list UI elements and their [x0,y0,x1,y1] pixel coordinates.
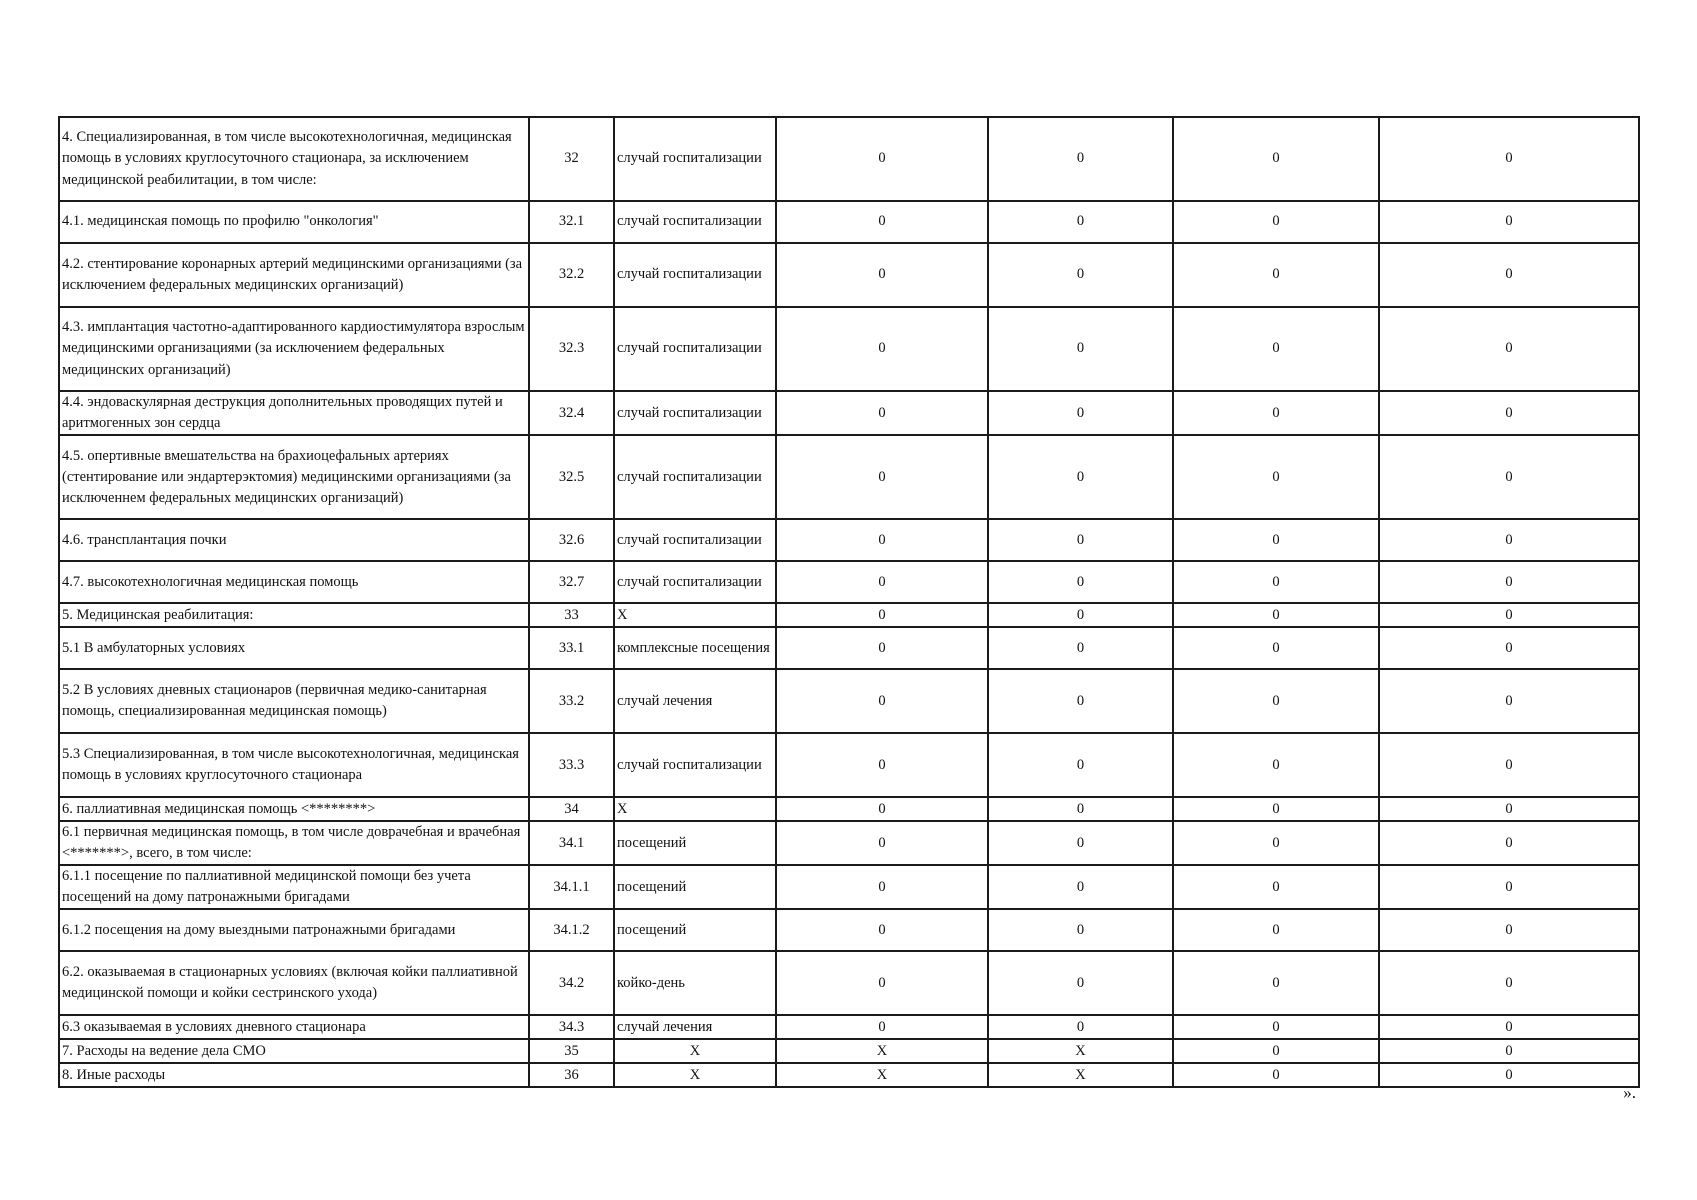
row-name-cell: 4. Специализированная, в том числе высокотехнологичная, медицинская помощь в условиях круглосуточного стационара, за исключением медицинской реабилитации, в том числе: [59,117,529,201]
row-unit-cell: посещений [614,865,776,909]
value-cell-1: 0 [776,519,988,561]
value-cell-1: 0 [776,865,988,909]
value-cell-1: 0 [776,201,988,243]
closing-quote-mark: ». [1623,1083,1636,1102]
table-row [59,669,1639,733]
row-name-cell: 4.7. высокотехнологичная медицинская помощь [59,561,529,603]
value-cell-2: 0 [988,627,1173,669]
value-cell-4: 0 [1379,117,1639,201]
row-name-cell: 5.3 Специализированная, в том числе высокотехнологичная, медицинская помощь в условиях круглосуточного стационара [59,733,529,797]
table-row [59,733,1639,797]
value-cell-4: 0 [1379,561,1639,603]
value-cell-4: 0 [1379,307,1639,391]
row-unit-cell: случай госпитализации [614,201,776,243]
value-cell-4: 0 [1379,865,1639,909]
value-cell-4: 0 [1379,435,1639,519]
table-row [59,1039,1639,1063]
table-row [59,561,1639,603]
value-cell-3: 0 [1173,669,1379,733]
value-cell-3: 0 [1173,627,1379,669]
value-cell-1: 0 [776,733,988,797]
value-cell-1: 0 [776,307,988,391]
value-cell-3: 0 [1173,561,1379,603]
value-cell-4: 0 [1379,243,1639,307]
row-name-cell: 4.3. имплантация частотно-адаптированного кардиостимулятора взрослым медицинскими организациями (за исключением федеральных медицинских организаций) [59,307,529,391]
row-unit-cell: X [614,1063,776,1087]
row-number-cell: 32.2 [529,243,614,307]
value-cell-3: 0 [1173,391,1379,435]
row-number-cell: 32.6 [529,519,614,561]
table-row [59,519,1639,561]
row-name-cell: 4.1. медицинская помощь по профилю "онкология" [59,201,529,243]
expenses-table [58,116,1640,1088]
row-name-cell: 4.5. опертивные вмешательства на брахиоцефальных артериях (стентирование или эндартерэктомия) медицинскими организациями (за исключеннем федеральных медицинских организаций) [59,435,529,519]
row-unit-cell: X [614,797,776,821]
value-cell-4: 0 [1379,669,1639,733]
value-cell-2: 0 [988,603,1173,627]
value-cell-1: X [776,1063,988,1087]
value-cell-4: 0 [1379,201,1639,243]
value-cell-1: 0 [776,669,988,733]
row-unit-cell: случай госпитализации [614,243,776,307]
value-cell-2: 0 [988,201,1173,243]
row-number-cell: 32.5 [529,435,614,519]
value-cell-1: 0 [776,951,988,1015]
row-number-cell: 34.3 [529,1015,614,1039]
value-cell-4: 0 [1379,951,1639,1015]
row-name-cell: 6. паллиативная медицинская помощь <********> [59,797,529,821]
value-cell-2: 0 [988,1015,1173,1039]
value-cell-2: 0 [988,117,1173,201]
row-unit-cell: случай госпитализации [614,117,776,201]
value-cell-2: 0 [988,797,1173,821]
row-name-cell: 7. Расходы на ведение дела СМО [59,1039,529,1063]
value-cell-3: 0 [1173,733,1379,797]
table-row [59,391,1639,435]
table-row [59,909,1639,951]
value-cell-4: 0 [1379,1015,1639,1039]
value-cell-2: 0 [988,821,1173,865]
value-cell-3: 0 [1173,951,1379,1015]
value-cell-3: 0 [1173,603,1379,627]
value-cell-1: 0 [776,627,988,669]
value-cell-3: 0 [1173,1063,1379,1087]
table-row [59,117,1639,201]
row-unit-cell: случай госпитализации [614,519,776,561]
row-number-cell: 34.2 [529,951,614,1015]
value-cell-1: 0 [776,821,988,865]
row-number-cell: 35 [529,1039,614,1063]
row-number-cell: 34.1.2 [529,909,614,951]
value-cell-3: 0 [1173,519,1379,561]
value-cell-4: 0 [1379,797,1639,821]
table-row [59,307,1639,391]
row-name-cell: 5.1 В амбулаторных условиях [59,627,529,669]
table-row [59,603,1639,627]
row-number-cell: 34 [529,797,614,821]
table-row [59,951,1639,1015]
row-number-cell: 32.7 [529,561,614,603]
row-number-cell: 33.3 [529,733,614,797]
row-number-cell: 32.1 [529,201,614,243]
value-cell-2: 0 [988,865,1173,909]
value-cell-3: 0 [1173,865,1379,909]
value-cell-3: 0 [1173,1015,1379,1039]
row-name-cell: 6.1.1 посещение по паллиативной медицинской помощи без учета посещений на дому патронажными бригадами [59,865,529,909]
row-name-cell: 4.6. трансплантация почки [59,519,529,561]
table-row [59,1063,1639,1087]
row-unit-cell: случай госпитализации [614,561,776,603]
row-unit-cell: комплексные посещения [614,627,776,669]
value-cell-2: 0 [988,561,1173,603]
row-unit-cell: X [614,603,776,627]
value-cell-1: 0 [776,243,988,307]
row-number-cell: 32 [529,117,614,201]
row-name-cell: 6.3 оказываемая в условиях дневного стационара [59,1015,529,1039]
row-name-cell: 4.4. эндоваскулярная деструкция дополнительных проводящих путей и аритмогенных зон сердца [59,391,529,435]
row-unit-cell: случай госпитализации [614,435,776,519]
value-cell-4: 0 [1379,1039,1639,1063]
value-cell-2: 0 [988,909,1173,951]
row-number-cell: 32.4 [529,391,614,435]
value-cell-1: 0 [776,909,988,951]
value-cell-2: X [988,1063,1173,1087]
value-cell-2: 0 [988,733,1173,797]
value-cell-4: 0 [1379,627,1639,669]
value-cell-3: 0 [1173,909,1379,951]
row-unit-cell: случай госпитализации [614,307,776,391]
value-cell-3: 0 [1173,201,1379,243]
value-cell-2: 0 [988,951,1173,1015]
value-cell-1: 0 [776,561,988,603]
row-number-cell: 33.2 [529,669,614,733]
row-number-cell: 32.3 [529,307,614,391]
value-cell-1: 0 [776,797,988,821]
value-cell-3: 0 [1173,243,1379,307]
row-name-cell: 4.2. стентирование коронарных артерий медицинскими организациями (за исключением федеральных медицинских организаций) [59,243,529,307]
table-row [59,201,1639,243]
table-row [59,821,1639,865]
value-cell-1: 0 [776,603,988,627]
value-cell-4: 0 [1379,821,1639,865]
value-cell-1: 0 [776,391,988,435]
table-row [59,865,1639,909]
value-cell-4: 0 [1379,733,1639,797]
row-unit-cell: случай госпитализации [614,733,776,797]
value-cell-3: 0 [1173,797,1379,821]
row-name-cell: 8. Иные расходы [59,1063,529,1087]
table-row [59,1015,1639,1039]
value-cell-1: 0 [776,117,988,201]
row-unit-cell: случай госпитализации [614,391,776,435]
value-cell-4: 0 [1379,603,1639,627]
row-number-cell: 33 [529,603,614,627]
value-cell-2: 0 [988,519,1173,561]
row-number-cell: 34.1.1 [529,865,614,909]
value-cell-2: 0 [988,307,1173,391]
value-cell-3: 0 [1173,307,1379,391]
row-name-cell: 6.1 первичная медицинская помощь, в том числе доврачебная и врачебная <*******>, всего, в том числе: [59,821,529,865]
row-unit-cell: посещений [614,821,776,865]
value-cell-1: X [776,1039,988,1063]
row-unit-cell: случай лечения [614,669,776,733]
value-cell-3: 0 [1173,117,1379,201]
value-cell-3: 0 [1173,821,1379,865]
value-cell-4: 0 [1379,909,1639,951]
value-cell-4: 0 [1379,519,1639,561]
table-row [59,797,1639,821]
row-name-cell: 6.2. оказываемая в стационарных условиях (включая койки паллиативной медицинской помощи и койки сестринского ухода) [59,951,529,1015]
table-row [59,435,1639,519]
row-unit-cell: случай лечения [614,1015,776,1039]
value-cell-3: 0 [1173,1039,1379,1063]
value-cell-2: 0 [988,669,1173,733]
row-unit-cell: X [614,1039,776,1063]
row-name-cell: 5. Медицинская реабилитация: [59,603,529,627]
value-cell-4: 0 [1379,391,1639,435]
row-number-cell: 33.1 [529,627,614,669]
value-cell-1: 0 [776,1015,988,1039]
row-unit-cell: посещений [614,909,776,951]
row-number-cell: 36 [529,1063,614,1087]
row-unit-cell: койко-день [614,951,776,1015]
table-row [59,627,1639,669]
row-name-cell: 6.1.2 посещения на дому выездными патронажными бригадами [59,909,529,951]
value-cell-2: 0 [988,435,1173,519]
value-cell-2: 0 [988,391,1173,435]
value-cell-2: 0 [988,243,1173,307]
value-cell-1: 0 [776,435,988,519]
row-name-cell: 5.2 В условиях дневных стационаров (первичная медико-санитарная помощь, специализированная медицинская помощь) [59,669,529,733]
table-body [59,117,1639,1087]
value-cell-2: X [988,1039,1173,1063]
row-number-cell: 34.1 [529,821,614,865]
table-row [59,243,1639,307]
value-cell-3: 0 [1173,435,1379,519]
value-cell-4: 0 [1379,1063,1639,1087]
